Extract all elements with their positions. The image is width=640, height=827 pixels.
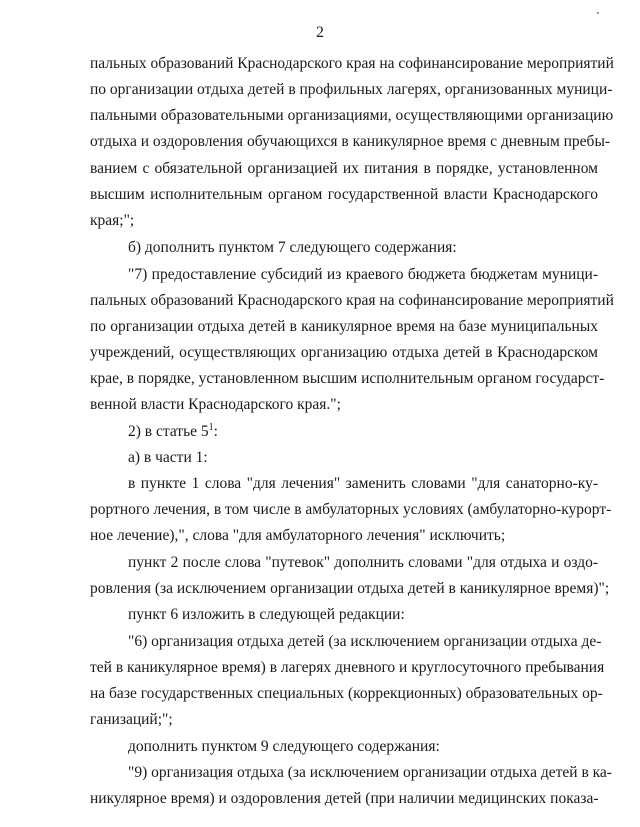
text-line xyxy=(90,317,598,337)
text-line xyxy=(128,448,598,468)
page-number: 2 xyxy=(316,24,324,41)
text-line-content: пальными образовательными организациями, осуществляющими организацию xyxy=(90,107,614,124)
text-line-content: никулярное время) и оздоровления детей (при наличии медицинских показа- xyxy=(90,790,599,807)
scan-speck xyxy=(597,12,599,14)
text-line-content: по организации отдыха детей в каникулярное время на базе муниципальных xyxy=(90,318,598,335)
text-line-content: ное лечение),", слова "для амбулаторного лечения" исключить; xyxy=(90,527,506,544)
text-line-content: "7) предоставление субсидий из краевого бюджета бюджетам муници- xyxy=(128,266,598,283)
text-line xyxy=(90,291,614,311)
text-line-content: "9) организация отдыха (за исключением организации отдыха детей в ка- xyxy=(128,764,612,781)
text-line xyxy=(128,737,598,757)
text-line xyxy=(90,710,598,730)
text-line-content: на базе государственных специальных (коррекционных) образовательных ор- xyxy=(90,685,603,702)
text-line xyxy=(90,789,598,809)
text-line xyxy=(128,422,598,442)
text-line-content: рортного лечения, в том числе в амбулаторных условиях (амбулаторно-курорт- xyxy=(90,501,612,518)
text-line xyxy=(90,80,613,100)
text-line xyxy=(90,343,598,363)
text-line-content: высшим исполнительным органом государственной власти Краснодарского xyxy=(90,186,598,203)
text-line-content: пункт 6 изложить в следующей редакции: xyxy=(128,606,405,623)
text-line xyxy=(128,763,612,783)
text-line xyxy=(90,106,614,126)
text-line-content: ганизаций;"; xyxy=(90,711,173,728)
text-line-content: пункт 2 после слова "путевок" дополнить словами "для отдыха и оздо- xyxy=(128,554,598,571)
text-line xyxy=(90,185,598,205)
text-line-content: пальных образований Краснодарского края на софинансирование мероприятий xyxy=(90,55,614,72)
text-line-content: пальных образований Краснодарского края на софинансирование мероприятий xyxy=(90,292,614,309)
text-line xyxy=(90,211,598,231)
superscript: 1 xyxy=(208,421,214,433)
text-line xyxy=(90,579,610,599)
text-line-content: венной власти Краснодарского края."; xyxy=(90,396,341,413)
text-line xyxy=(90,395,598,415)
text-line xyxy=(90,526,598,546)
text-line-content: а) в части 1: xyxy=(128,449,208,466)
text-line xyxy=(90,159,598,179)
text-line-content: в пункте 1 слова "для лечения" заменить словами "для санаторно-ку- xyxy=(128,475,598,492)
text-line xyxy=(90,54,614,74)
text-line-content: учреждений, осуществляющих организацию отдыха детей в Краснодарском xyxy=(90,344,598,361)
text-line-content: "6) организация отдыха детей (за исключением организации отдыха де- xyxy=(128,633,602,650)
text-line xyxy=(90,369,605,389)
text-line-content: тей в каникулярное время) в лагерях дневного и круглосуточного пребывания xyxy=(90,659,605,676)
text-line xyxy=(128,553,598,573)
text-line-content: 2) в статье 5 xyxy=(128,423,209,440)
text-line-tail: : xyxy=(213,423,218,440)
text-line xyxy=(128,632,602,652)
text-line-content: крае, в порядке, установленном высшим исполнительным органом государст- xyxy=(90,370,605,387)
text-line xyxy=(90,132,611,152)
text-line xyxy=(90,684,603,704)
text-line-content: ванием с обязательной организацией их питания в порядке, установленном xyxy=(90,160,598,177)
text-line-content: края;"; xyxy=(90,212,135,229)
text-line-content: отдыха и оздоровления обучающихся в каникулярное время с дневным пребы- xyxy=(90,133,611,150)
text-line xyxy=(128,238,598,258)
text-line xyxy=(128,605,598,625)
text-line xyxy=(128,265,598,285)
text-line-content: б) дополнить пунктом 7 следующего содержания: xyxy=(128,239,457,256)
text-line-content: дополнить пунктом 9 следующего содержания: xyxy=(128,738,440,755)
text-line-content: ровления (за исключением организации отдыха детей в каникулярное время)"; xyxy=(90,580,610,597)
text-line-content: по организации отдыха детей в профильных лагерях, организованных муници- xyxy=(90,81,613,98)
text-line xyxy=(90,658,605,678)
text-line xyxy=(128,474,598,494)
text-line xyxy=(90,500,612,520)
